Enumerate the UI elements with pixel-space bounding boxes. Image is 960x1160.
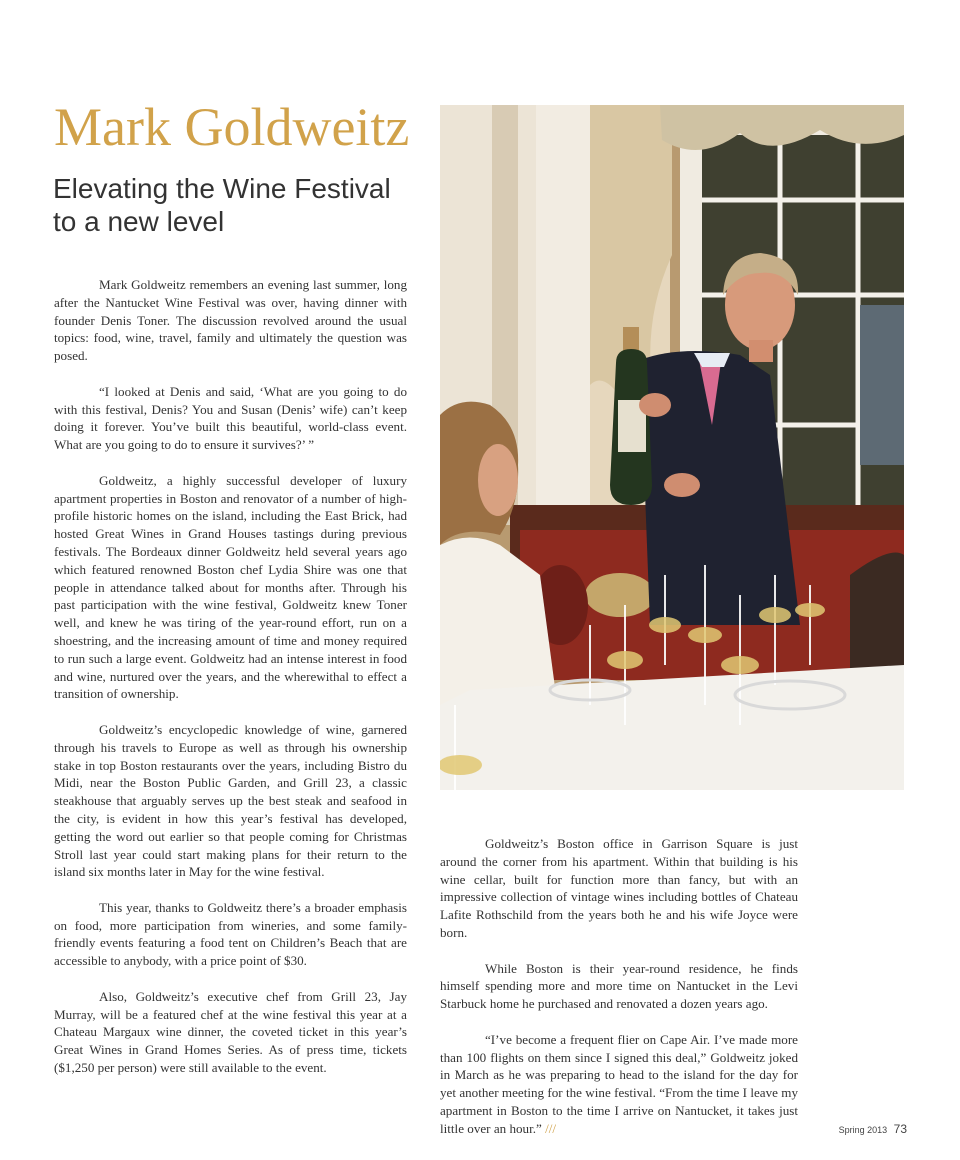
article-title: Mark Goldweitz bbox=[54, 97, 410, 157]
closing-quote-text: “I’ve become a frequent flier on Cape Air. I’ve made more than 100 flights on them since I signed this deal,” Goldweitz joked in March as he was preparing to head to the island for the day for yet another meeting for the wine festival. “From the time I leave my apartment in Boston to the time I arrive on Nantucket, it takes just little over an hour.” bbox=[440, 1031, 798, 1136]
page-footer bbox=[839, 1120, 907, 1138]
body-paragraph: Goldweitz’s encyclopedic knowledge of wine, garnered through his travels to Europe as well as through his ownership stake in top Boston restaurants over the years, including Bistro du Midi, near the Boston Public Garden, and Grill 23, a classic steakhouse that arguably serves up the best steak and seafood in the city, is evident in how this year’s festival has developed, getting the word out earlier so that people coming for Christmas Stroll last year could start making plans for their return to the island six months later in May for the wine festival. bbox=[54, 721, 407, 880]
feature-photo bbox=[440, 105, 904, 790]
issue-season: Spring 2013 bbox=[838, 1125, 888, 1135]
body-paragraph: Goldweitz, a highly successful developer of luxury apartment properties in Boston and renovator of a number of high-profile historic homes on the island, including the East Brick, had hosted Great Wines in Grand Houses tastings during previous festivals. The Bordeaux dinner Goldweitz held several years ago which featured renowned Boston chef Lydia Shire was one that people in attendance talked about for months after. Through his past participation with the wine festival, Goldweitz knew Toner well, and knew he was tiring of the year-round effort, run on a shoestring, and the increasing amount of time and money required to run such a large event. Goldweitz had an intense interest in food and wine, nurtured over the years, and the wherewithal to effect a transition of ownership. bbox=[54, 472, 407, 702]
left-text-column bbox=[54, 276, 407, 1077]
body-paragraph: Mark Goldweitz remembers an evening last summer, long after the Nantucket Wine Festival was over, having dinner with founder Denis Toner. The discussion revolved around the usual topics: food, wine, travel, family and ultimately the question was posed. bbox=[54, 277, 407, 364]
body-paragraph: Also, Goldweitz’s executive chef from Grill 23, Jay Murray, will be a featured chef at the wine festival this year at a Chateau Margaux wine dinner, the coveted ticket in this year’s Great Wines in Grand Homes Series. As of press time, tickets ($1,250 per person) were still available to the event. bbox=[54, 988, 407, 1076]
article-subtitle: Elevating the Wine Festival to a new level bbox=[53, 173, 391, 237]
body-paragraph: While Boston is their year-round residence, he finds himself spending more and more time on Nantucket in the Levi Starbuck home he purchased and renovated a dozen years ago. bbox=[440, 960, 798, 1012]
body-paragraph bbox=[440, 1031, 798, 1138]
body-paragraph: “I looked at Denis and said, ‘What are you going to do with this festival, Denis? You and Susan (Denis’ wife) can’t keep doing it forever. You’ve built this beautiful, world-class event. What are you going to do to ensure it survives?’ ” bbox=[54, 383, 407, 453]
dinner-scene-illustration bbox=[440, 105, 904, 790]
right-text-column bbox=[440, 835, 798, 1138]
end-of-article-mark: /// bbox=[545, 1120, 557, 1136]
body-paragraph: This year, thanks to Goldweitz there’s a broader emphasis on food, more participation from wineries, and some family-friendly events featuring a food tent on Children’s Beach that are accessible to anybody, with a price point of $30. bbox=[54, 899, 407, 969]
body-paragraph: Goldweitz’s Boston office in Garrison Square is just around the corner from his apartment. Within that building is his wine cellar, built for function more than fancy, but with an impressive collection of vintage wines including bottles of Chateau Lafite Rothschild from the years both he and his wife Joyce were born. bbox=[440, 836, 798, 940]
page-number: 73 bbox=[893, 1122, 907, 1136]
